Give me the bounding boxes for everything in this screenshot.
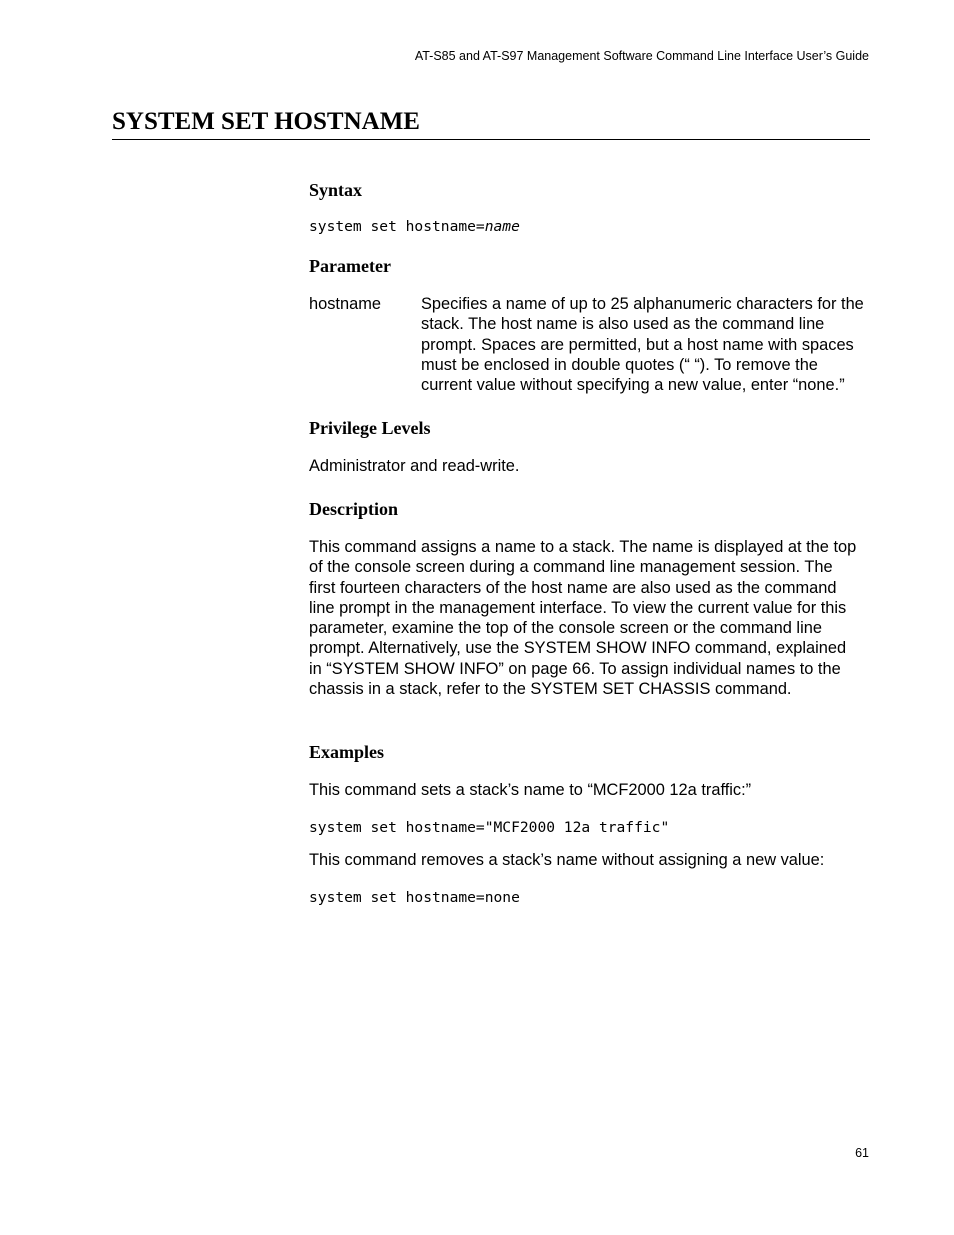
example-2-text: This command removes a stack’s name without assigning a new value: xyxy=(309,851,825,869)
parameter-name: hostname xyxy=(309,295,381,313)
syntax-command xyxy=(309,218,520,236)
running-header: AT-S85 and AT-S97 Management Software Command Line Interface User’s Guide xyxy=(414,49,869,63)
example-1-code: system set hostname="MCF2000 12a traffic" xyxy=(309,819,670,836)
parameter-description: Specifies a name of up to 25 alphanumeric characters for the stack. The host name is also used as the command line prompt. Spaces are permitted, but a host name with spaces must be enclosed in double quotes (“ “). To remove the current value without specifying a new value, enter “none.” xyxy=(421,295,864,395)
example-2-code: system set hostname=none xyxy=(309,889,520,906)
description-text: This command assigns a name to a stack. The name is displayed at the top of the console screen during a command line management session. The first fourteen characters of the host name are also used as the command line prompt in the management interface. To view the current value for this parameter, examine the top of the console screen or the command line prompt. Alternatively, use the SYSTEM SHOW INFO command, explained in “SYSTEM SHOW INFO” on page 66. To assign individual names to the chassis in a stack, refer to the SYSTEM SET CHASSIS command. xyxy=(309,538,857,699)
description-heading: Description xyxy=(309,499,398,519)
examples-heading: Examples xyxy=(309,742,385,762)
syntax-command-text: system set hostname= xyxy=(309,218,485,235)
example-1-text: This command sets a stack’s name to “MCF2000 12a traffic:” xyxy=(309,781,752,799)
syntax-heading: Syntax xyxy=(309,180,363,200)
privilege-heading: Privilege Levels xyxy=(309,418,431,438)
parameter-heading: Parameter xyxy=(309,256,391,276)
syntax-argument: name xyxy=(484,218,520,235)
privilege-text: Administrator and read-write. xyxy=(309,457,520,475)
page-number: 61 xyxy=(855,1146,869,1160)
page-title: SYSTEM SET HOSTNAME xyxy=(112,108,420,135)
title-divider xyxy=(112,139,870,140)
